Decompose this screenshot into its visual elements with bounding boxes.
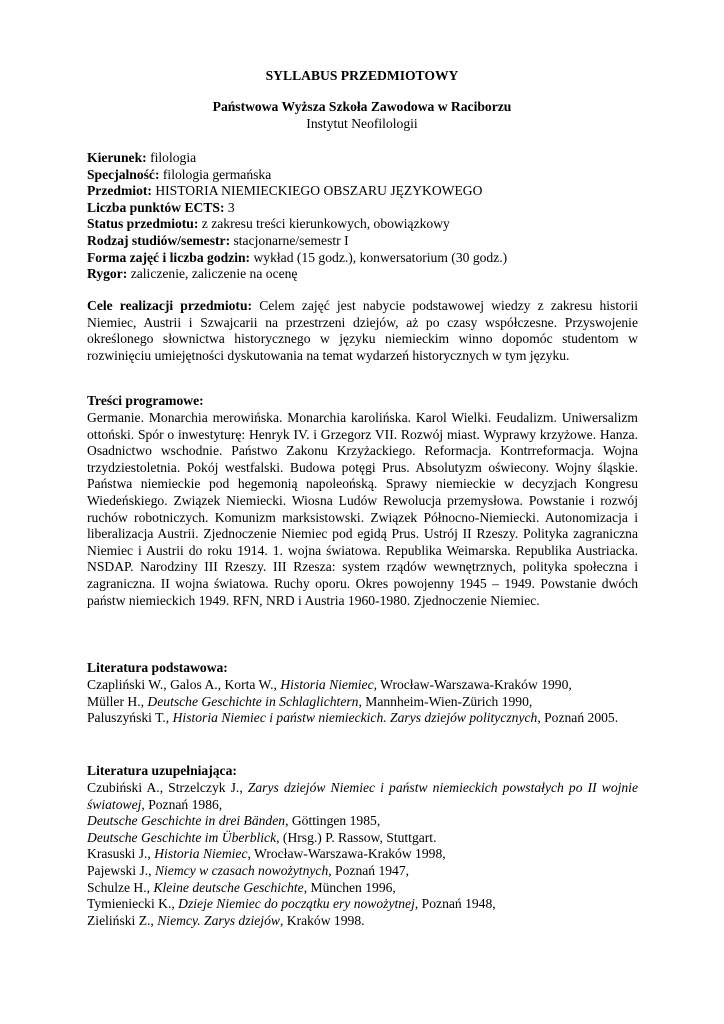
contents-text: Germanie. Monarchia merowińska. Monarchia karolińska. Karol Wielki. Feudalizm. Uniwersalizm ottoński. Spór o inwestyturę: Henryk IV. i Grzegorz VII. Rozwój miast. Wyprawy krzyżowe. Hanza. Osadnictwo wschodnie. Państwo Zakonu Krzyżackiego. Reformacja. Kontrreformacja. Wojna trzydziestoletnia. Pokój westfalski. Budowa potęgi Prus. Absolutyzm oświecony. Wojny śląskie. Państwa niemieckie pod hegemonią napoleońską. Sprawy niemieckie w decyzjach Kongresu Wiedeńskiego. Związek Niemiecki. Wiosna Ludów Rewolucja przemysłowa. Powstanie i rozwój ruchów robotniczych. Komunizm marksistowski. Związek Północno-Niemiecki. Autonomizacja i liberalizacja Austrii. Zjednoczenie Niemiec pod egidą Prus. Ustrój II Rzeszy. Polityka zagraniczna Niemiec i Austrii do roku 1914. 1. wojna światowa. Republika Weimarska. Republika Austriacka. NSDAP. Narodziny III Rzeszy. III Rzesza: system rządów wewnętrznych, polityka społeczna i zagraniczna. II wojna światowa. Ruchy oporu. Okres powojenny 1945 – 1949. Powstanie dwóch państw niemieckich 1949. RFN, NRD i Austria 1960-1980. Zjednoczenie Niemiec. [87, 410, 638, 608]
basic-literature-heading: Literatura podstawowa: [87, 660, 228, 675]
ref-publication: , München 1996, [303, 879, 396, 895]
info-field-ects [87, 200, 638, 217]
info-label: Kierunek: [87, 150, 147, 165]
ref-author: Krasuski J., [87, 846, 155, 862]
supplementary-literature-list [87, 780, 638, 929]
ref-author: Paluszyński T., [87, 710, 173, 726]
ref-title: Deutsche Geschichte im Überblick [87, 829, 277, 845]
course-goals [87, 298, 638, 364]
ref-publication: , (Hrsg.) P. Rassow, Stuttgart. [276, 829, 437, 845]
ref-publication: , Poznań 1986, [141, 796, 223, 812]
ref-publication: , Kraków 1998. [279, 912, 365, 928]
info-field-study-type [87, 233, 638, 250]
info-field-status [87, 216, 638, 233]
info-value: zaliczenie, zaliczenie na ocenę [127, 266, 298, 282]
literature-item [87, 694, 638, 711]
goals-label: Cele realizacji przedmiotu: [87, 298, 253, 313]
ref-title: Niemcy w czasach nowożytnych [154, 862, 329, 878]
info-value: filologia germańska [159, 166, 272, 182]
info-label: Liczba punktów ECTS: [87, 199, 225, 215]
goals-text: Celem zajęć jest nabycie podstawowej wiedzy z zakresu historii Niemiec, Austrii i Szwajcarii na przestrzeni dziejów, aż po czasy współczesne. Przyswojenie określonego słownictwa historycznego w języku niemieckim winno dopomóc studentom w rozwinięciu umiejętności dyskutowania na temat wydarzeń historycznych w tym języku. [87, 298, 638, 363]
literature-item [87, 880, 638, 897]
ref-title: Kleine deutsche Geschichte [153, 879, 304, 895]
basic-literature-list [87, 677, 638, 727]
ref-publication: , Poznań 1947, [328, 862, 410, 878]
info-field-specialization [87, 167, 638, 184]
ref-author: Pajewski J., [87, 862, 155, 878]
supplementary-literature-heading: Literatura uzupełniająca: [87, 763, 237, 778]
ref-title: Zarys dziejów Niemiec i państw niemieckich powstałych po II wojnie światowej [87, 780, 638, 812]
info-value: 3 [224, 199, 235, 215]
literature-item [87, 913, 638, 930]
ref-author: Schulze H., [87, 879, 154, 895]
literature-item [87, 710, 638, 727]
ref-author: Czapliński W., Galos A., Korta W., [87, 677, 281, 692]
info-field-class-form [87, 250, 638, 267]
ref-author: Tymieniecki K., [87, 896, 179, 912]
info-label: Status przedmiotu: [87, 216, 199, 232]
info-value: z zakresu treści kierunkowych, obowiązkowy [198, 216, 450, 232]
document-title: SYLLABUS PRZEDMIOTOWY [265, 68, 459, 83]
ref-title: Dzieje Niemiec do początku ery nowożytnej [178, 896, 415, 912]
info-field-assessment [87, 266, 638, 283]
info-value: stacjonarne/semestr I [230, 232, 349, 248]
ref-title: Niemcy. Zarys dziejów [157, 912, 280, 928]
ref-title: Deutsche Geschichte in drei Bänden [87, 813, 286, 829]
literature-item [87, 813, 638, 830]
ref-author: Czubiński A., Strzelczyk J., [87, 780, 248, 795]
info-label: Specjalność: [87, 166, 160, 182]
ref-title: Historia Niemiec i państw niemieckich. Zarys dziejów politycznych [172, 710, 538, 726]
ref-title: Historia Niemiec, [280, 677, 378, 692]
ref-title: Deutsche Geschichte in Schlaglichtern [147, 693, 359, 709]
info-label: Forma zajęć i liczba godzin: [87, 249, 251, 265]
literature-item [87, 780, 638, 813]
literature-item [87, 830, 638, 847]
literature-item [87, 863, 638, 880]
info-field-subject [87, 183, 638, 200]
ref-publication: , Wrocław-Warszawa-Kraków 1998, [247, 846, 446, 862]
ref-publication: , Poznań 2005. [537, 710, 619, 726]
info-label: Rodzaj studiów/semestr: [87, 232, 231, 248]
ref-publication: Wrocław-Warszawa-Kraków 1990, [377, 677, 572, 692]
info-field-program [87, 150, 638, 167]
ref-author: Zieliński Z., [87, 912, 158, 928]
school-name: Państwowa Wyższa Szkoła Zawodowa w Raciborzu [212, 99, 512, 114]
literature-item [87, 677, 638, 694]
ref-author: Müller H., [87, 693, 148, 709]
institute-name: Instytut Neofilologii [306, 116, 418, 131]
literature-item [87, 896, 638, 913]
info-label: Przedmiot: [87, 183, 152, 199]
ref-title: Historia Niemiec [154, 846, 248, 862]
contents-heading: Treści programowe: [87, 393, 204, 408]
literature-item [87, 846, 638, 863]
ref-publication: , Poznań 1948, [414, 896, 496, 912]
course-info [87, 150, 638, 283]
info-label: Rygor: [87, 266, 128, 282]
info-value: wykład (15 godz.), konwersatorium (30 godz.) [250, 249, 508, 265]
ref-publication: , Göttingen 1985, [285, 813, 381, 829]
info-value: filologia [146, 150, 197, 165]
info-value: HISTORIA NIEMIECKIEGO OBSZARU JĘZYKOWEGO [151, 183, 483, 199]
ref-publication: , Mannheim-Wien-Zürich 1990, [358, 693, 533, 709]
